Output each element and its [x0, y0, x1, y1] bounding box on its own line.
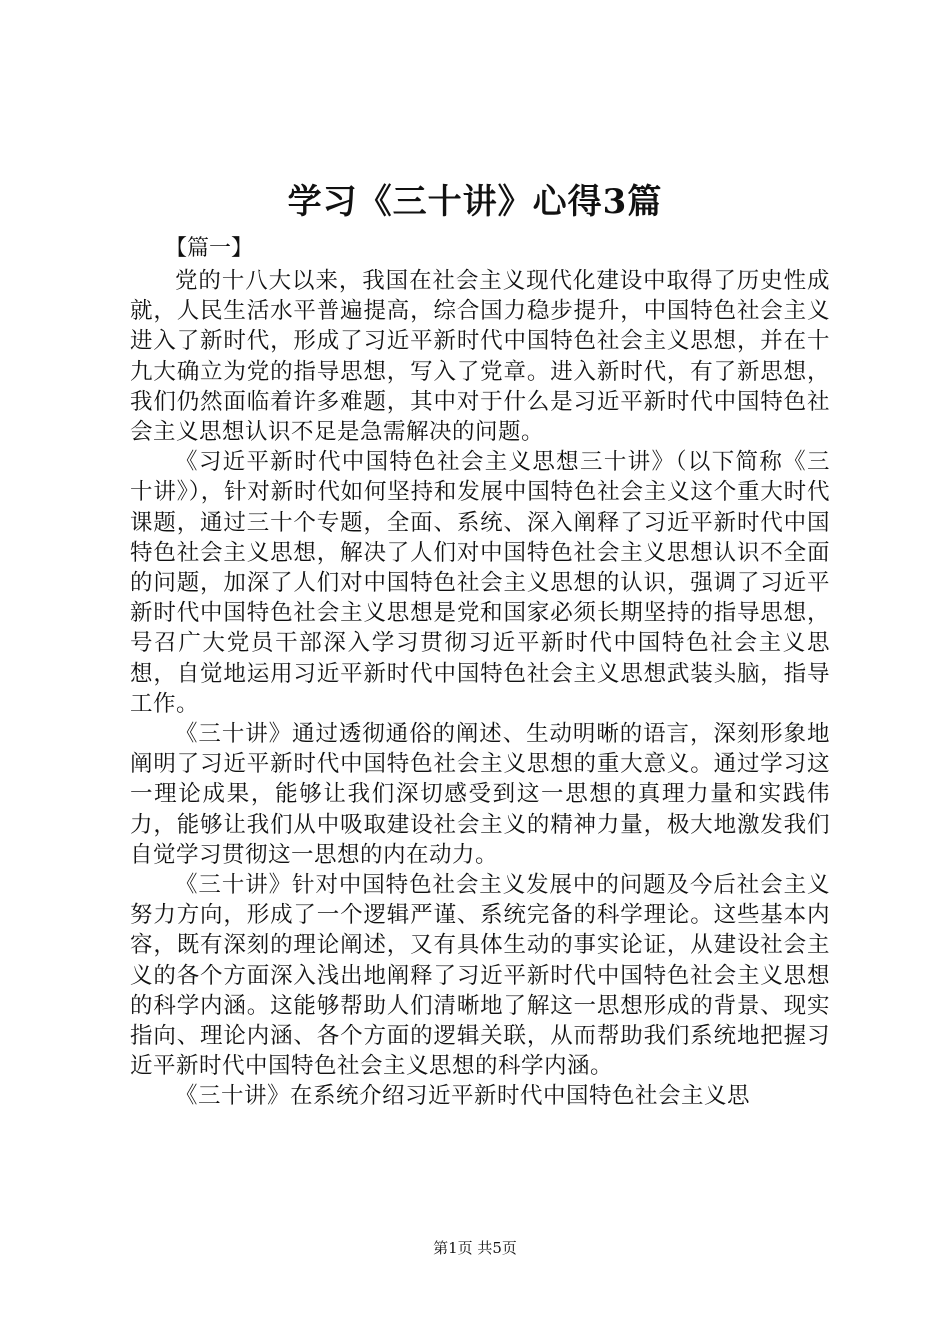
section-label: 【篇一】 — [165, 236, 254, 261]
document-body — [130, 266, 830, 1112]
page-title: 学习《三十讲》心得3篇 — [287, 182, 663, 222]
paragraph: 《三十讲》通过透彻通俗的阐述、生动明晰的语言，深刻形象地阐明了习近平新时代中国特色社会主义思想的重大意义。通过学习这一理论成果，能够让我们深切感受到这一思想的真理力量和实践伟力，能够让我们从中吸取建设社会主义的精神力量，极大地激发我们自觉学习贯彻这一思想的内在动力。 — [130, 721, 830, 868]
paragraph: 党的十八大以来，我国在社会主义现代化建设中取得了历史性成就，人民生活水平普遍提高，综合国力稳步提升，中国特色社会主义进入了新时代，形成了习近平新时代中国特色社会主义思想，并在十九大确立为党的指导思想，写入了党章。进入新时代，有了新思想，我们仍然面临着许多难题，其中对于什么是习近平新时代中国特色社会主义思想认识不足是急需解决的问题。 — [130, 268, 830, 446]
paragraph: 《三十讲》针对中国特色社会主义发展中的问题及今后社会主义努力方向，形成了一个逻辑严谨、系统完备的科学理论。这些基本内容，既有深刻的理论阐述，又有具体生动的事实论证，从建设社会主义的各个方面深入浅出地阐释了习近平新时代中国特色社会主义思想的科学内涵。这能够帮助人们清晰地了解这一思想形成的背景、现实指向、理论内涵、各个方面的逻辑关联，从而帮助我们系统地把握习近平新时代中国特色社会主义思想的科学内涵。 — [130, 872, 830, 1080]
paragraph: 《习近平新时代中国特色社会主义思想三十讲》（以下简称《三十讲》），针对新时代如何坚持和发展中国特色社会主义这个重大时代课题，通过三十个专题，全面、系统、深入阐释了习近平新时代中国特色社会主义思想，解决了人们对中国特色社会主义思想认识不全面的问题，加深了人们对中国特色社会主义思想的认识，强调了习近平新时代中国特色社会主义思想是党和国家必须长期坚持的指导思想，号召广大党员干部深入学习贯彻习近平新时代中国特色社会主义思想，自觉地运用习近平新时代中国特色社会主义思想武装头脑，指导工作。 — [130, 449, 830, 717]
paragraph: 《三十讲》在系统介绍习近平新时代中国特色社会主义思 — [175, 1083, 751, 1110]
page-footer: 第1页 共5页 — [433, 1239, 517, 1257]
